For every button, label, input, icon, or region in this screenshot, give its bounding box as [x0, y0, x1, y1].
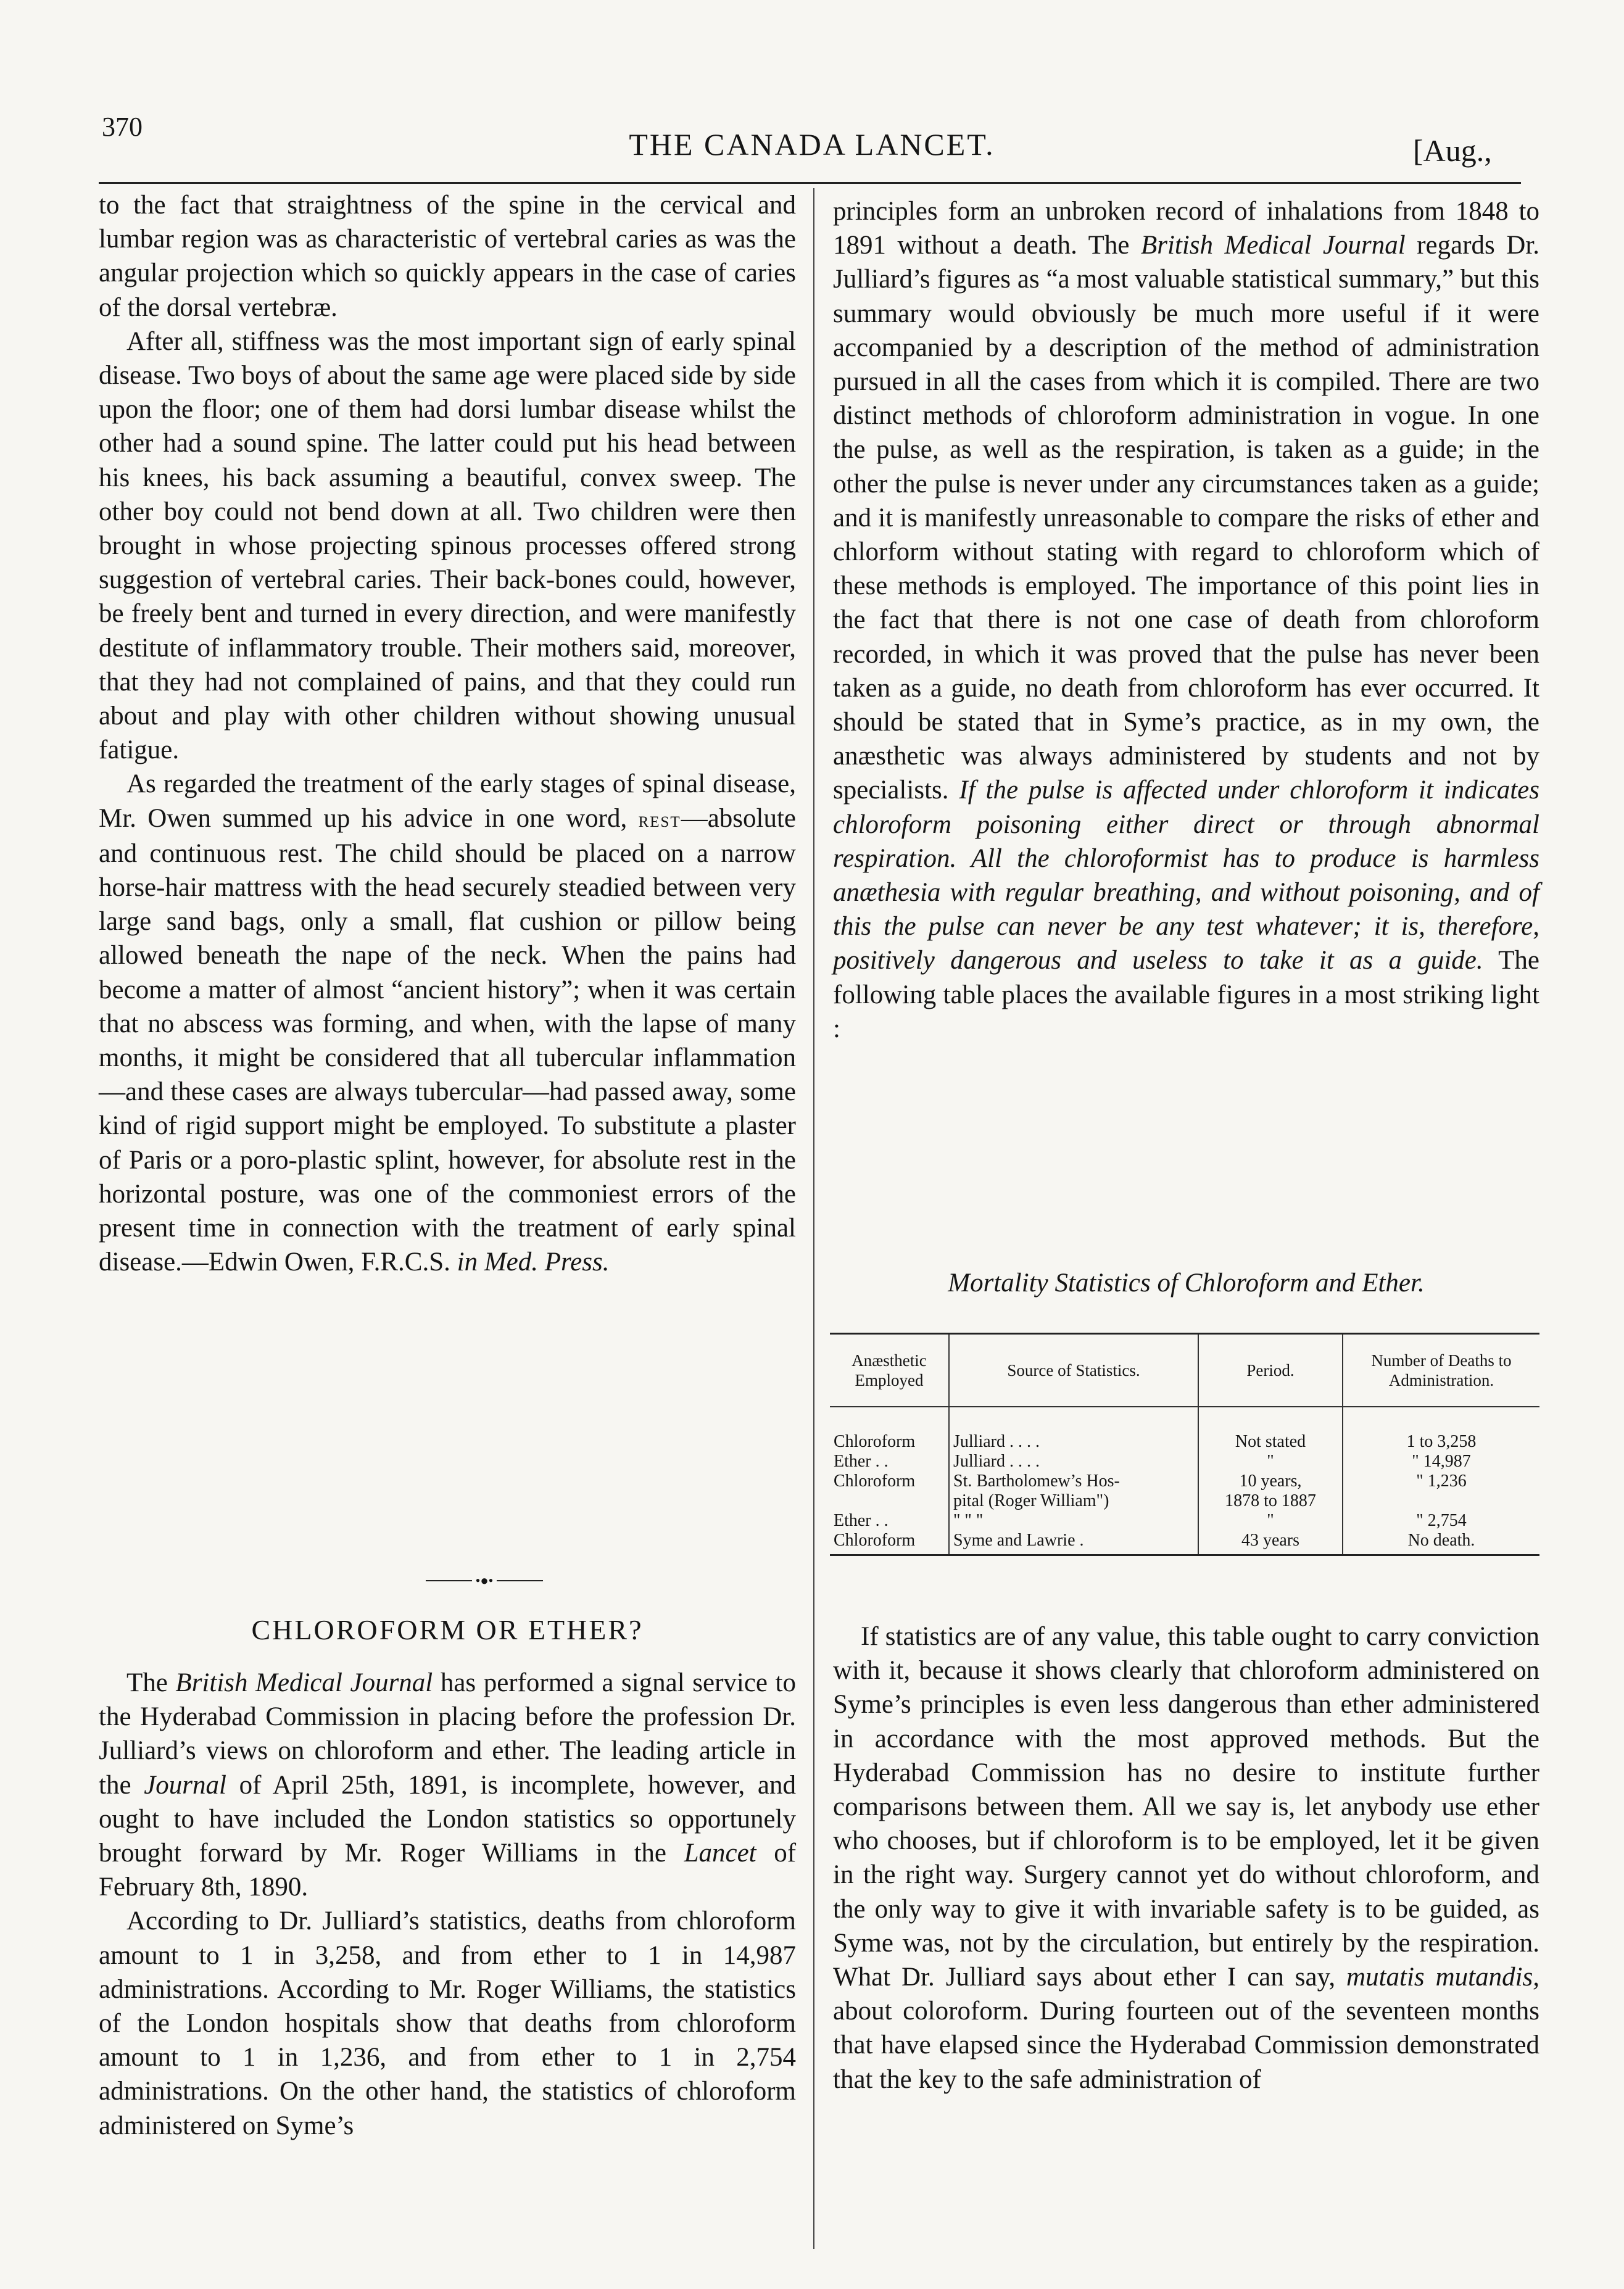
paragraph [99, 767, 796, 1279]
article-title: CHLOROFORM OR ETHER? [251, 1614, 644, 1645]
text-run: about coloroform. During fourteen out of the seventeen months that have elapsed since the Hyderabad Commission demonstrated that the key to the safe administration of [833, 1997, 1539, 2094]
column-header: Anæsthetic Employed [830, 1334, 949, 1407]
source-citation: in Med. Press. [457, 1248, 610, 1277]
right-column-bottom [833, 1620, 1539, 2097]
table-cell: 1 to 3,258 [1343, 1407, 1539, 1452]
paragraph [833, 1620, 1539, 2097]
table-row [830, 1511, 1539, 1531]
table-cell: 43 years [1198, 1531, 1343, 1555]
paragraph: After all, stiffness was the most important sign of early spinal disease. Two boys of about the same age were placed side by side upon the floor; one of them had dorsi lumbar disease whilst the other had a sound spine. The latter could put his head between his knees, his back assuming a beautiful, convex sweep. The other boy could not bend down at all. Two children were then brought in whose projecting spinous processes offered strong suggestion of vertebral caries. Their back-bones could, however, be freely bent and turned in every direction, and were manifestly destitute of inflammatory trouble. Their mothers said, moreover, that they had not complained of pains, and that they could run about and play with other children without showing unusual fatigue. [99, 326, 796, 765]
table-cell: St. Bartholomew’s Hos- [949, 1472, 1198, 1491]
table-cell: pital (Roger William") [949, 1491, 1198, 1511]
table-cell: Julliard . . . . [949, 1407, 1198, 1452]
table-cell: Chloroform [830, 1531, 949, 1555]
column-header: Source of Statistics. [949, 1334, 1198, 1407]
text-run: If statistics are of any value, this table ought to carry conviction with it, because it shows clearly that chloroform administered on Syme’s principles is even less dangerous than ether administered in accordance with the most approved methods. But the Hyderabad Commission has no desire to institute further comparisons between them. All we say is, let anybody use ether who chooses, but if chloroform is to be employed, let it be given in the right way. Surgery cannot yet do without chloroform, and the only way to give it with invariable safety is to be guided, as Syme was, not by the circulation, but entirely by the respiration. What Dr. Julliard says about ether I can say, [833, 1622, 1539, 1992]
table-row [830, 1472, 1539, 1491]
table-cell: No death. [1343, 1531, 1539, 1555]
page-number: 370 [102, 112, 143, 142]
table-cell: 1878 to 1887 [1198, 1491, 1343, 1511]
running-title: THE CANADA LANCET. [629, 127, 995, 162]
paragraph: According to Dr. Julliard’s statistics, deaths from chloroform amount to 1 in 3,258, and from ether to 1 in 14,987 administrations. According to Mr. Roger Williams, the statistics of the London hospitals show that deaths from chloroform amount to 1 in 1,236, and from ether to 1 in 2,754 administrations. On the other hand, the statistics of chloroform administered on Syme’s [99, 1906, 796, 2140]
column-header: Number of Deaths to Administration. [1343, 1334, 1539, 1407]
section-ornament [426, 1575, 543, 1587]
text-run: of February 8th, 1890. [99, 1839, 797, 1902]
table-cell: 10 years, [1198, 1472, 1343, 1491]
table-cell: " 1,236 [1343, 1472, 1539, 1491]
table-cell [830, 1491, 949, 1511]
table-cell: " 14,987 [1343, 1452, 1539, 1472]
text-run: principles form an unbroken record of inhalations from 1848 to 1891 without a death. The [833, 197, 1539, 260]
journal-name: British Medical Journal [1140, 231, 1406, 260]
table-cell: " 2,754 [1343, 1511, 1539, 1531]
ornament-line [426, 1580, 472, 1581]
table-row [830, 1531, 1539, 1555]
table-cell: " [1198, 1511, 1343, 1531]
table-cell: " [1198, 1452, 1343, 1472]
italic-phrase: mutatis mutandis, [1346, 1963, 1540, 1992]
table-cell: Julliard . . . . [949, 1452, 1198, 1472]
table-cell: Ether . . [834, 1511, 889, 1530]
paragraph [833, 194, 1539, 1046]
left-column-top [99, 188, 796, 1280]
journal-name: Journal [144, 1770, 226, 1800]
small-caps-word: rest [638, 806, 681, 832]
mortality-table [830, 1333, 1539, 1556]
left-column-article [99, 1666, 796, 2143]
ornament-line [497, 1580, 543, 1581]
text-run: The following table places the available figures in a most striking light : [833, 946, 1539, 1043]
column-divider [813, 188, 814, 2249]
text-run: As regarded the treatment of the early stages of spinal disease, Mr. Owen summed up his advice in one word, [99, 769, 796, 833]
table-cell: Syme and Lawrie . [949, 1531, 1198, 1555]
table-cell: Chloroform [834, 1432, 916, 1451]
text-run: regards Dr. Julliard’s figures as “a most valuable statistical summary,” but this summary would obviously be much more useful if it were accompanied by a description of the method of administration pursued in all the cases from which it is compiled. There are two distinct methods of chloroform administration in vogue. In one the pulse, as well as the respiration, is taken as a guide; in the other the pulse is never under any circumstances taken as a guide; and it is manifestly unreasonable to compare the risks of ether and chlorform without stating with regard to chloroform which of these methods is employed. The importance of this point lies in the fact that there is not one case of death from chloroform recorded, in which it was proved that the pulse has never been taken as a guide, no death from chloroform has ever occurred. It should be stated that in Syme’s practice, as in my own, the anæsthetic was always administered by students and not by specialists. [833, 231, 1540, 805]
column-header: Period. [1198, 1334, 1343, 1407]
journal-name: Lancet [684, 1839, 756, 1868]
text-run: has performed a signal service to the Hyderabad Commission in placing before the profession Dr. Julliard’s views on chloroform and ether. The leading article in the [99, 1668, 797, 1800]
ornament-dot: •●• [475, 1573, 494, 1588]
table-row [830, 1452, 1539, 1472]
text-run: The [126, 1668, 168, 1697]
table-row [830, 1491, 1539, 1511]
paragraph: to the fact that straightness of the spine in the cervical and lumbar region was as characteristic of vertebral caries as was the angular projection which so quickly appears in the case of caries of the dorsal vertebræ. [99, 191, 796, 322]
journal-name: British Medical Journal [175, 1668, 433, 1697]
issue-month: [Aug., [1413, 133, 1492, 168]
text-run: of April 25th, 1891, is incomplete, however, and ought to have included the London statistics so opportunely brought forward by Mr. Roger Williams in the [99, 1770, 797, 1868]
table-cell: Chloroform [834, 1472, 916, 1491]
right-column-top [833, 194, 1539, 1046]
table-title: Mortality Statistics of Chloroform and Ether. [948, 1269, 1425, 1298]
table-cell: Ether . . [834, 1452, 889, 1471]
table-header-row [830, 1334, 1539, 1407]
table-cell: " " " [949, 1511, 1198, 1531]
italic-passage: If the pulse is affected under chloroform it indicates chloroform poisoning either direct or through abnormal respiration. All the chloroformist has to produce is harmless anæthesia with regular breathing, and without poisoning, and of this the pulse can never be any test whatever; it is, therefore, positively dangerous and useless to take it as a guide. [833, 776, 1539, 975]
header-rule [99, 182, 1521, 184]
table-cell [1343, 1491, 1539, 1511]
table-row [830, 1407, 1539, 1452]
paragraph [99, 1666, 796, 1904]
table-cell: Not stated [1198, 1407, 1343, 1452]
text-run: —absolute and continuous rest. The child should be placed on a narrow horse-hair mattress with the head securely steadied between very large sand bags, only a small, flat cushion or pillow being allowed beneath the nape of the neck. When the pains had become a matter of almost “ancient history”; when it was certain that no abscess was forming, and when, with the lapse of many months, it might be considered that all tubercular inflammation—and these cases are always tubercular—had passed away, some kind of rigid support might be employed. To substitute a plaster of Paris or a poro-plastic splint, however, for absolute rest in the horizontal posture, was one of the commoniest errors of the present time in connection with the treatment of early spinal disease.—Edwin Owen, F.R.C.S. [99, 803, 797, 1277]
